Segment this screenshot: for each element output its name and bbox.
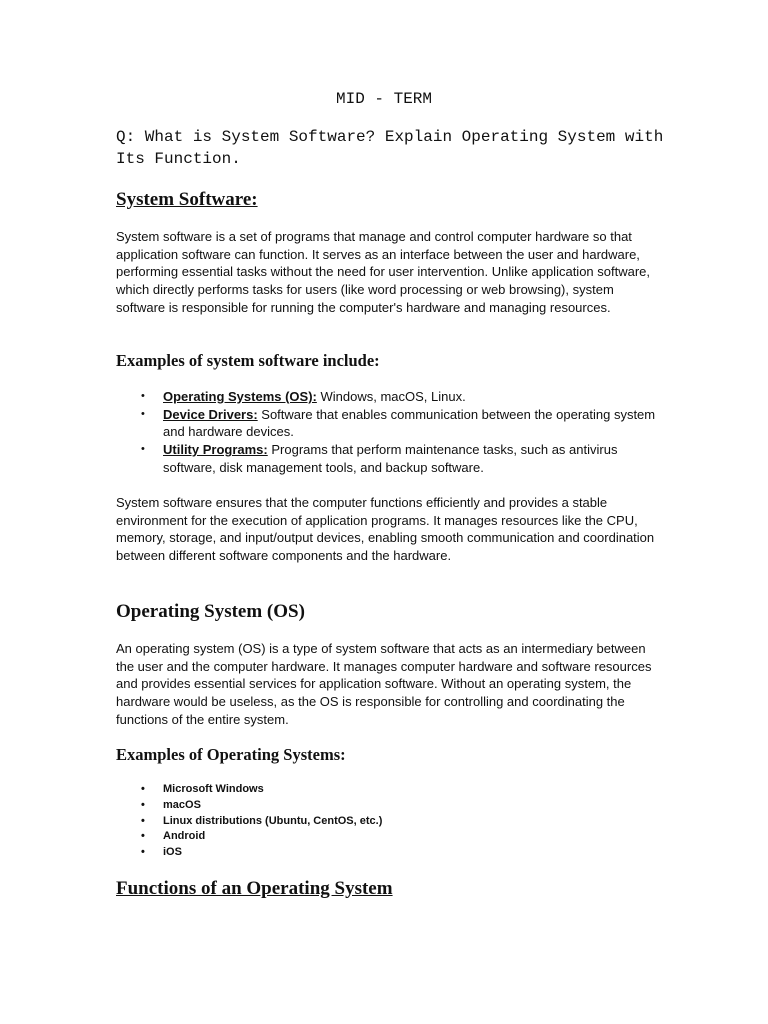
- heading-examples-operating-systems: Examples of Operating Systems:: [116, 745, 346, 764]
- example-term: Device Drivers:: [163, 406, 258, 422]
- list-item: [116, 388, 656, 406]
- question-text: Q: What is System Software? Explain Operating System with Its Function.: [116, 128, 664, 168]
- list-item: [116, 829, 656, 845]
- operating-systems-examples-list: [116, 782, 656, 861]
- os-name: macOS: [163, 798, 201, 811]
- list-item: [116, 845, 656, 861]
- heading-system-software: System Software:: [116, 189, 258, 210]
- os-name: Android: [163, 830, 206, 843]
- example-desc: Programs that perform maintenance tasks, such as antivirus software, disk management tools, and backup software.: [163, 442, 618, 475]
- example-desc: Software that enables communication between the operating system and hardware devices.: [163, 406, 656, 440]
- bullet-icon: •: [141, 814, 145, 827]
- bullet-icon: •: [141, 830, 145, 843]
- list-item: [116, 441, 656, 476]
- os-name: iOS: [163, 846, 182, 859]
- list-item: [116, 814, 656, 830]
- example-term: Utility Programs:: [163, 442, 268, 458]
- paragraph-system-software: System software is a set of programs that manage and control computer hardware so that application software can function. It serves as an interface between the user and hardware, performing essential tasks without the need for user intervention. Unlike application software, which directly performs tasks for users (like word processing or web browsing), system software is responsible for running the computer's hardware and managing resources.: [116, 229, 651, 315]
- example-desc: Windows, macOS, Linux.: [316, 389, 466, 404]
- bullet-icon: •: [141, 443, 145, 456]
- list-item: [116, 782, 656, 798]
- os-name: Microsoft Windows: [163, 783, 264, 795]
- heading-operating-system: Operating System (OS): [116, 601, 305, 622]
- bullet-icon: •: [141, 846, 145, 859]
- bullet-icon: •: [141, 798, 145, 811]
- list-item: [116, 798, 656, 814]
- bullet-icon: •: [141, 783, 145, 795]
- bullet-icon: •: [141, 390, 145, 402]
- example-term: Operating Systems (OS):: [163, 389, 317, 404]
- heading-examples-system-software: Examples of system software include:: [116, 351, 380, 370]
- list-item: [116, 406, 656, 441]
- document-title: MID - TERM: [335, 90, 432, 108]
- paragraph-system-software-closing: System software ensures that the computer functions efficiently and provides a stable environment for the execution of application programs. It manages resources like the CPU, memory, storage, and input/output devices, enabling smooth communication and coordination between different software components and the hardware.: [116, 495, 655, 564]
- os-name: Linux distributions (Ubuntu, CentOS, etc.): [163, 814, 383, 827]
- system-software-examples-list: [116, 388, 656, 477]
- bullet-icon: •: [141, 407, 145, 420]
- paragraph-operating-system: An operating system (OS) is a type of system software that acts as an intermediary between the user and the computer hardware. It manages computer hardware and software resources and provides essential services for application software. Without an operating system, the hardware would be useless, as the OS is responsible for controlling and coordinating the functions of the entire system.: [116, 641, 652, 727]
- heading-functions-operating-system: Functions of an Operating System: [116, 878, 393, 899]
